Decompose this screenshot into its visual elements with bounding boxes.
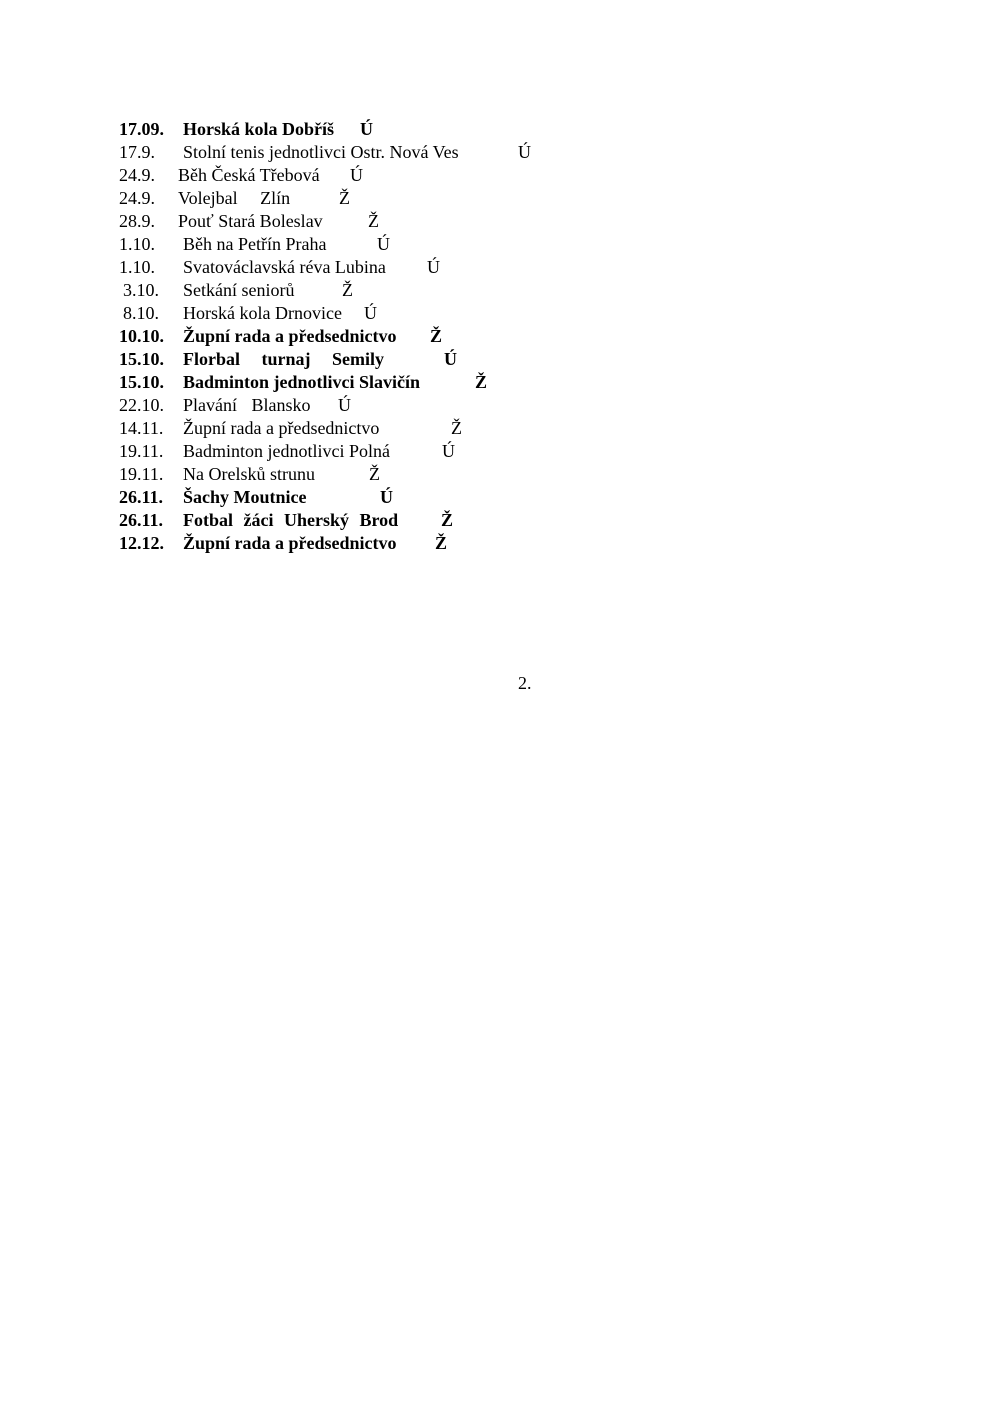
event-date: 17.9. — [119, 142, 155, 162]
event-type: Ú — [442, 441, 455, 461]
event-name: Běh na Petřín Praha — [183, 234, 327, 254]
schedule-row — [119, 463, 679, 486]
event-date: 26.11. — [119, 487, 164, 507]
schedule-row — [119, 417, 679, 440]
event-type: Ú — [364, 303, 377, 323]
event-date: 28.9. — [119, 211, 155, 231]
event-date: 1.10. — [119, 257, 155, 277]
event-date: 10.10. — [119, 326, 164, 346]
event-type: Ž — [369, 464, 380, 484]
schedule-row — [119, 279, 679, 302]
event-name: Setkání seniorů — [183, 280, 295, 300]
event-name: Župní rada a předsednictvo — [183, 533, 397, 553]
event-date: 8.10. — [123, 303, 159, 323]
event-type: Ž — [339, 188, 350, 208]
event-name: Svatováclavská réva Lubina — [183, 257, 386, 277]
event-schedule — [119, 118, 679, 555]
event-name: Badminton jednotlivci Polná — [183, 441, 390, 461]
event-date: 12.12. — [119, 533, 164, 553]
event-date: 15.10. — [119, 349, 164, 369]
event-date: 17.09. — [119, 119, 164, 139]
event-name: Volejbal Zlín — [178, 188, 291, 208]
event-type: Ž — [451, 418, 462, 438]
schedule-row — [119, 118, 679, 141]
schedule-row — [119, 210, 679, 233]
event-type: Ú — [380, 487, 393, 507]
event-name: Badminton jednotlivci Slavičín — [183, 372, 421, 392]
page-number: 2. — [518, 673, 532, 693]
event-name: Stolní tenis jednotlivci Ostr. Nová Ves — [183, 142, 459, 162]
event-name: Fotbal žáci Uherský Brod — [183, 510, 399, 530]
schedule-row — [119, 394, 679, 417]
schedule-row — [119, 233, 679, 256]
event-date: 24.9. — [119, 188, 155, 208]
event-date: 1.10. — [119, 234, 155, 254]
event-date: 3.10. — [123, 280, 159, 300]
schedule-row — [119, 187, 679, 210]
event-name: Na Orelsků strunu — [183, 464, 315, 484]
event-date: 19.11. — [119, 464, 164, 484]
event-name: Florbal turnaj Semily — [183, 349, 384, 369]
schedule-row — [119, 302, 679, 325]
schedule-row — [119, 164, 679, 187]
event-date: 24.9. — [119, 165, 155, 185]
schedule-row — [119, 486, 679, 509]
event-date: 15.10. — [119, 372, 164, 392]
schedule-row — [119, 256, 679, 279]
event-type: Ž — [441, 510, 454, 530]
schedule-row — [119, 509, 679, 532]
event-type: Ú — [427, 257, 440, 277]
schedule-row — [119, 141, 679, 164]
schedule-row — [119, 325, 679, 348]
schedule-row — [119, 348, 679, 371]
event-type: Ú — [338, 395, 351, 415]
event-name: Horská kola Drnovice — [183, 303, 342, 323]
event-type: Ž — [430, 326, 443, 346]
event-type: Ú — [518, 142, 531, 162]
event-type: Ú — [377, 234, 390, 254]
schedule-row — [119, 440, 679, 463]
event-date: 26.11. — [119, 510, 164, 530]
event-type: Ž — [368, 211, 379, 231]
schedule-row — [119, 371, 679, 394]
event-type: Ž — [342, 280, 353, 300]
event-name: Župní rada a předsednictvo — [183, 418, 380, 438]
event-type: Ž — [475, 372, 488, 392]
event-type: Ú — [444, 349, 457, 369]
event-name: Plavání Blansko — [183, 395, 311, 415]
event-name: Horská kola Dobříš — [183, 119, 335, 139]
event-type: Ž — [435, 533, 448, 553]
event-type: Ú — [350, 165, 363, 185]
event-name: Šachy Moutnice — [183, 487, 307, 507]
event-name: Běh Česká Třebová — [178, 165, 320, 185]
event-date: 19.11. — [119, 441, 164, 461]
schedule-row — [119, 532, 679, 555]
event-type: Ú — [360, 119, 373, 139]
event-name: Pouť Stará Boleslav — [178, 211, 323, 231]
event-name: Župní rada a předsednictvo — [183, 326, 397, 346]
event-date: 14.11. — [119, 418, 164, 438]
event-date: 22.10. — [119, 395, 164, 415]
